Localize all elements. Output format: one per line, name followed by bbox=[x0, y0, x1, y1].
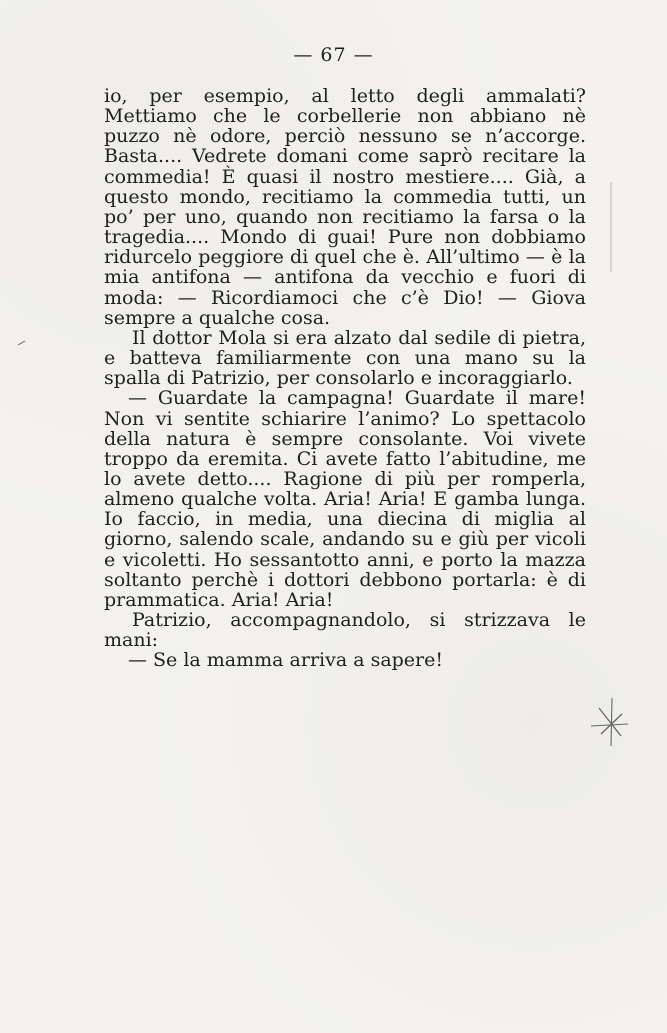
page-body bbox=[104, 86, 586, 671]
paragraph-1: io, per esempio, al letto degli ammalati? Mettiamo che le corbellerie non abbiano nè puzzo nè odore, perciò nessuno se n’accorge. Basta.... Vedrete domani come saprò recitare la commedia! È quasi il nostro mestiere.... Già, a questo mondo, recitiamo la commedia tutti, un po’ per uno, quando non recitiamo la farsa o la tragedia.... Mondo di guai! Pure non dobbiamo ridurcelo peggiore di quel che è. All’ultimo — è la mia antifona — antifona da vecchio e fuori di moda: — Ricordiamoci che c’è Dio! — Giova sempre a qualche cosa. bbox=[104, 85, 586, 329]
margin-tick-mark bbox=[18, 340, 26, 346]
paragraph-5: — Se la mamma arriva a sapere! bbox=[128, 649, 444, 672]
paragraph-4: Patrizio, accompagnandolo, si strizzava le mani: bbox=[104, 609, 586, 652]
paragraph-2: Il dottor Mola si era alzato dal sedile di pietra, e batteva familiarmente con una mano su la spalla di Patrizio, per consolarlo e incoraggiarlo. bbox=[104, 326, 586, 390]
page-number: — 67 — bbox=[293, 44, 374, 66]
paragraph-3: — Guardate la campagna! Guardate il mare! Non vi sentite schiarire l’animo? Lo spettacolo della natura è sempre consolante. Voi vivete troppo da eremita. Ci avete fatto l’abitudine, me lo avete detto.... Ragione di più per romperla, almeno qualche volta. Aria! Aria! E gamba lunga. Io faccio, in media, una diecina di miglia al giorno, salendo scale, andando su e giù per vicoli e vicoletti. Ho sessantotto anni, e porto la mazza soltanto perchè i dottori debbono portarla: è di prammatica. Aria! Aria! bbox=[104, 387, 586, 611]
margin-line-mark bbox=[610, 182, 612, 272]
pencil-asterisk-mark bbox=[591, 696, 629, 748]
